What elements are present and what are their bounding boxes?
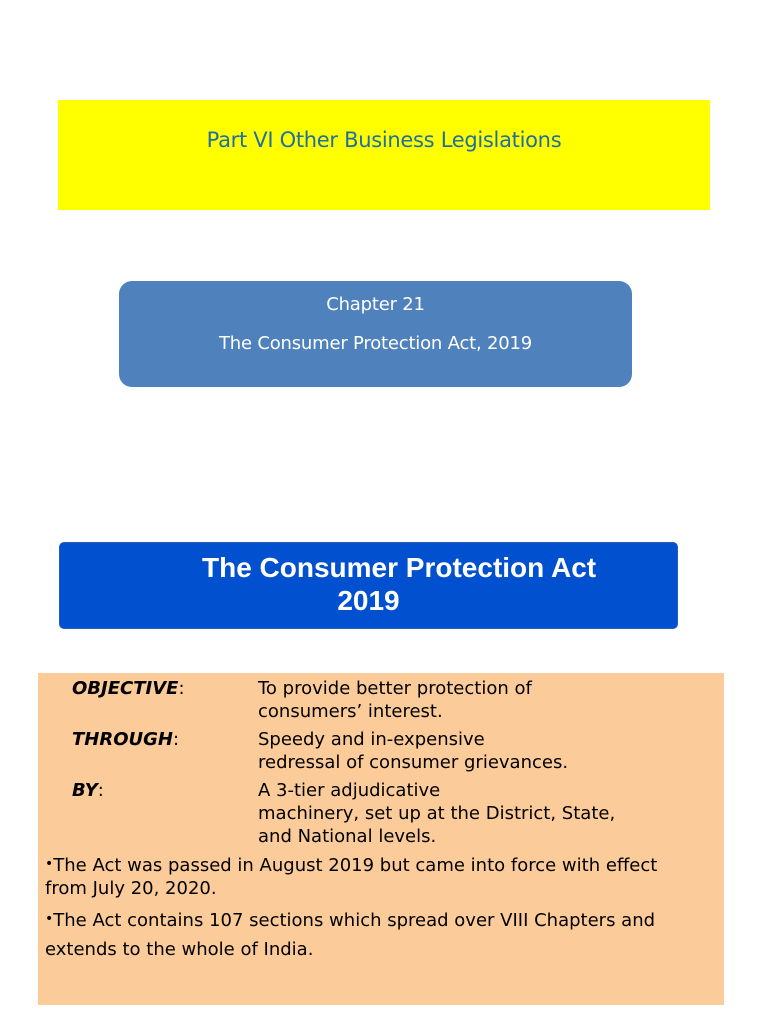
by-line2: machinery, set up at the District, State, <box>258 803 616 824</box>
bullet-item: •The Act contains 107 sections which spread over VIII Chapters and extends to the whole of India. <box>45 910 656 960</box>
by-line3: and National levels. <box>258 826 437 847</box>
chapter-number: Chapter 21 <box>326 294 425 315</box>
through-label: THROUGH: <box>72 729 180 750</box>
through-line2: redressal of consumer grievances. <box>258 752 569 773</box>
by-line1: A 3-tier adjudicative <box>258 780 441 801</box>
chapter-title: The Consumer Protection Act, 2019 <box>218 333 533 354</box>
bullet-dot-icon: • <box>45 856 54 872</box>
objective-label: OBJECTIVE: <box>72 678 185 699</box>
objective-line2: consumers’ interest. <box>258 701 443 722</box>
part-banner <box>58 100 710 210</box>
bullet-item: •The Act was passed in August 2019 but came into force with effect from July 20, 2020. <box>45 855 658 899</box>
by-label: BY: <box>72 780 104 801</box>
act-header-line2: 2019 <box>337 585 400 616</box>
act-header-line1: The Consumer Protection Act <box>202 552 597 583</box>
part-title: Part VI Other Business Legislations <box>206 128 562 152</box>
act-header <box>59 542 678 629</box>
chapter-box <box>119 281 632 387</box>
bullet-dot-icon: • <box>45 911 54 927</box>
objective-line1: To provide better protection of <box>258 678 532 699</box>
content-panel <box>38 673 724 1005</box>
through-line1: Speedy and in-expensive <box>258 729 485 750</box>
